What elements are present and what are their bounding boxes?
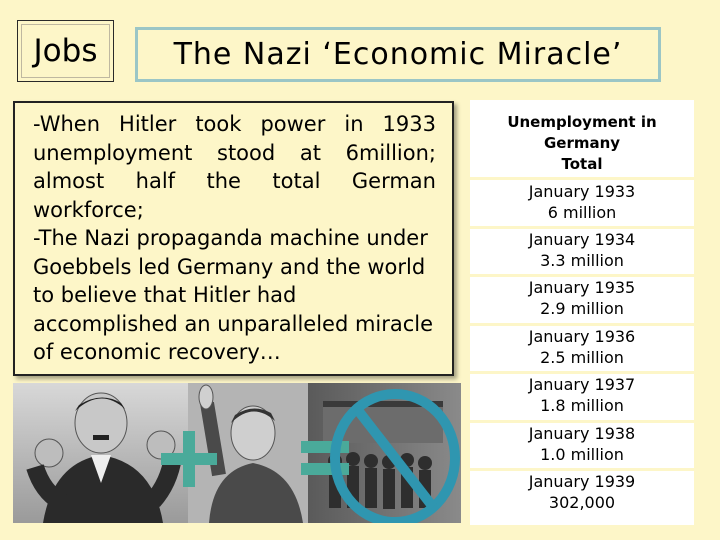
table-header — [470, 112, 694, 175]
paragraph-2: -The Nazi propaganda machine under Goebbels led Germany and the world to believe that Hitler had accomplished an unparalleled miracle of economic recovery… — [33, 226, 434, 364]
table-header-line-2: Germany — [543, 134, 621, 152]
table-row — [470, 423, 694, 465]
row-value: 302,000 — [548, 493, 616, 512]
row-date: January 1936 — [528, 327, 636, 346]
jobs-label: Jobs — [33, 33, 98, 69]
row-date: January 1939 — [528, 472, 636, 491]
slide-title: The Nazi ‘Economic Miracle’ — [173, 37, 623, 72]
row-date: January 1934 — [528, 230, 636, 249]
table-row — [470, 471, 694, 513]
row-value: 6 million — [547, 203, 617, 222]
title-box — [135, 27, 661, 82]
row-value: 2.5 million — [540, 348, 624, 367]
table-row — [470, 277, 694, 319]
row-date: January 1935 — [528, 278, 636, 297]
table-row — [470, 229, 694, 271]
unemployment-table — [470, 100, 694, 525]
row-date: January 1938 — [528, 424, 636, 443]
row-date: January 1937 — [528, 375, 636, 394]
jobs-label-box — [17, 20, 114, 82]
row-date: January 1933 — [528, 182, 636, 201]
row-value: 2.9 million — [540, 299, 624, 318]
row-separator — [470, 177, 694, 180]
table-row — [470, 326, 694, 368]
body-text-box — [13, 101, 454, 376]
table-row — [470, 374, 694, 416]
table-header-line-1: Unemployment in — [507, 113, 657, 131]
row-value: 1.0 million — [540, 445, 624, 464]
row-value: 3.3 million — [540, 251, 624, 270]
row-value: 1.8 million — [540, 396, 624, 415]
paragraph-1: -When Hitler took power in 1933 unemployment stood at 6million; almost half the total German workforce; — [33, 112, 436, 222]
table-header-line-3: Total — [561, 155, 603, 173]
table-row — [470, 181, 694, 223]
propaganda-image — [13, 383, 461, 523]
image-illustration — [13, 383, 461, 523]
